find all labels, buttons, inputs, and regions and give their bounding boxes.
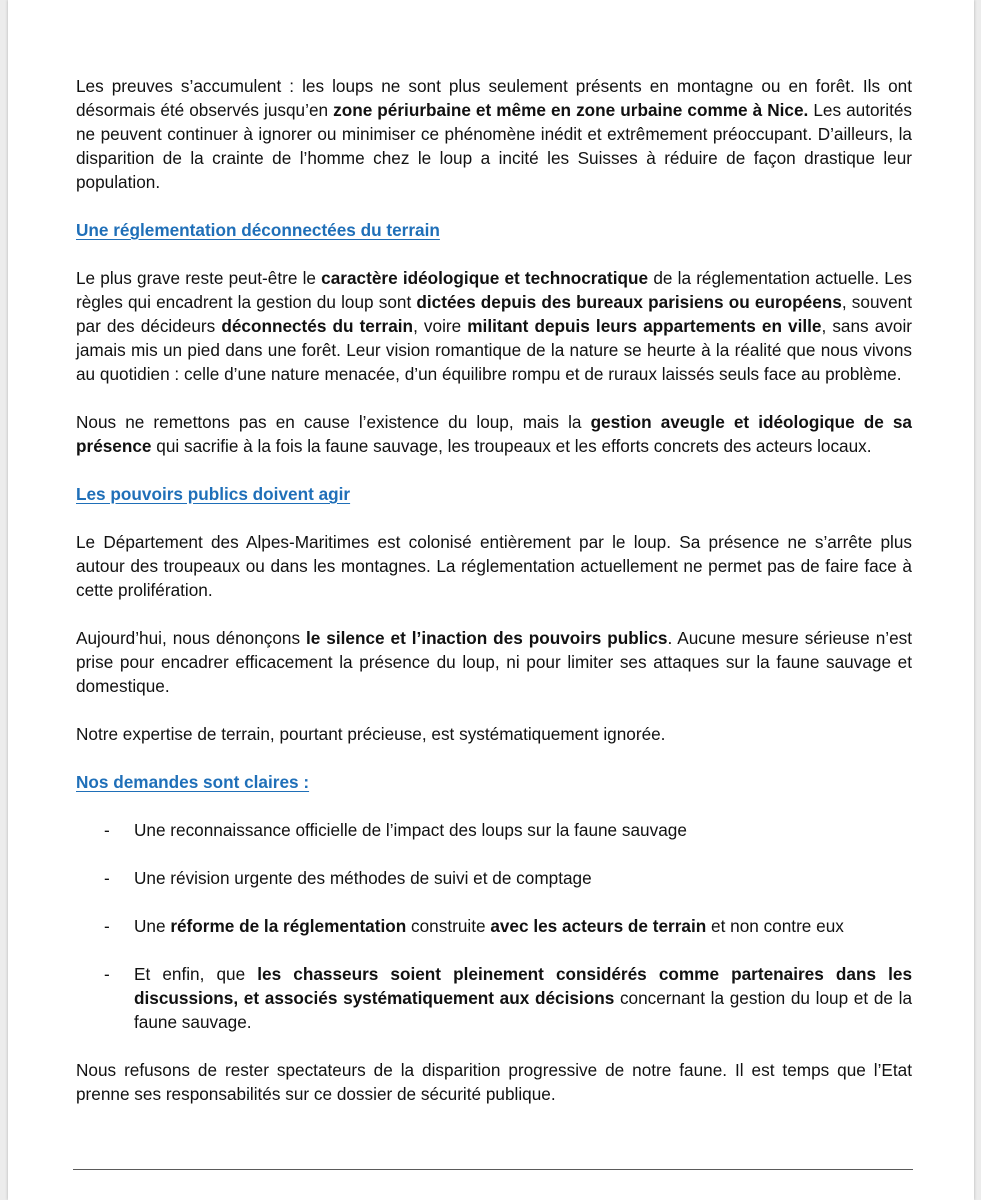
text-run: Et enfin, que [134,964,258,984]
text-run: , sans avoir jamais mis un pied dans une forêt. Leur vision romantique de la nature se heurte à la réalité que nous vivons au quotidien : celle d’une nature menacée, d’un équilibre rompu et de ruraux laissés seuls face au problème. [76,316,912,384]
text-run: Les autorités ne peuvent continuer à ignorer ou minimiser ce phénomène inédit et extrêmement préoccupant. D’ailleurs, la disparition de la crainte de l’homme chez le loup a incité les Suisses à réduire de façon drastique leur population. [76,100,912,192]
text-run: qui sacrifie à la fois la faune sauvage, les troupeaux et les efforts concrets des acteurs locaux. [151,436,872,456]
list-item [76,818,912,842]
paragraph [76,1058,912,1106]
text-run: Le plus grave reste peut-être le [76,268,322,288]
text-run: Le Département des Alpes-Maritimes est colonisé entièrement par le loup. Sa présence ne s’arrête plus autour des troupeaux ou dans les montagnes. La réglementation actuellement ne permet pas de faire face à cette prolifération. [76,532,912,600]
text-run: construite [406,916,491,936]
bullet-dash: - [104,820,110,840]
text-run-bold: dictées depuis des bureaux parisiens ou européens [416,292,842,312]
text-run: Notre expertise de terrain, pourtant précieuse, est systématiquement ignorée. [76,724,666,744]
text-run: et non contre eux [706,916,844,936]
text-run: Nous ne remettons pas en cause l’existence du loup, mais la [76,412,591,432]
text-run-bold: avec les acteurs de terrain [490,916,707,936]
text-run-bold: gestion aveugle et idéologique de sa présence [76,412,912,456]
text-run: concernant la gestion du loup et de la faune sauvage. [134,988,912,1032]
list-item [76,962,912,1034]
document-page [8,0,974,1200]
list-item [76,866,912,890]
text-run: , souvent par des décideurs [76,292,912,336]
text-run: Nous refusons de rester spectateurs de la disparition progressive de notre faune. Il est temps que l’Etat prenne ses responsabilités sur ce dossier de sécurité publique. [76,1060,912,1104]
intro-section [76,74,912,194]
bullet-dash: - [104,916,110,936]
text-run: Une [134,916,171,936]
text-run-bold: réforme de la réglementation [170,916,407,936]
paragraph [76,626,912,698]
list-item [76,914,912,938]
bullet-dash: - [104,964,110,984]
text-run-bold: militant depuis leurs appartements en ville [467,316,822,336]
bullet-dash: - [104,868,110,888]
text-run-bold: zone périurbaine et même en zone urbaine comme à Nice. [333,100,809,120]
text-run-bold: déconnectés du terrain [221,316,414,336]
horizontal-rule [73,1169,913,1170]
paragraph [76,530,912,602]
section-regulation [76,266,912,458]
paragraph [76,266,912,386]
closing-section [76,1058,912,1106]
section-heading: Nos demandes sont claires : [76,772,310,792]
section-heading: Les pouvoirs publics doivent agir [76,484,351,504]
text-run: de la réglementation actuelle. Les règles qui encadrent la gestion du loup sont [76,268,912,312]
text-run: Les preuves s’accumulent : les loups ne sont plus seulement présents en montagne ou en forêt. Ils ont désormais été observés jusqu’en [76,76,912,120]
text-run-bold: les chasseurs soient pleinement considérés comme partenaires dans les discussions, et associés systématiquement aux décisions [134,964,912,1008]
demands-list [76,818,912,1034]
text-run: Aujourd’hui, nous dénonçons [76,628,307,648]
text-run: Une reconnaissance officielle de l’impact des loups sur la faune sauvage [134,820,687,840]
section-heading: Une réglementation déconnectées du terrain [76,220,440,240]
text-run: Une révision urgente des méthodes de suivi et de comptage [134,868,592,888]
text-run: , voire [413,316,468,336]
paragraph [76,722,912,746]
document-body [76,74,912,1130]
text-run-bold: le silence et l’inaction des pouvoirs publics [306,628,668,648]
section-public-authorities [76,530,912,746]
paragraph [76,74,912,194]
text-run: . Aucune mesure sérieuse n’est prise pour encadrer efficacement la présence du loup, ni pour limiter ses attaques sur la faune sauvage et domestique. [76,628,912,696]
paragraph [76,410,912,458]
text-run-bold: caractère idéologique et technocratique [321,268,649,288]
